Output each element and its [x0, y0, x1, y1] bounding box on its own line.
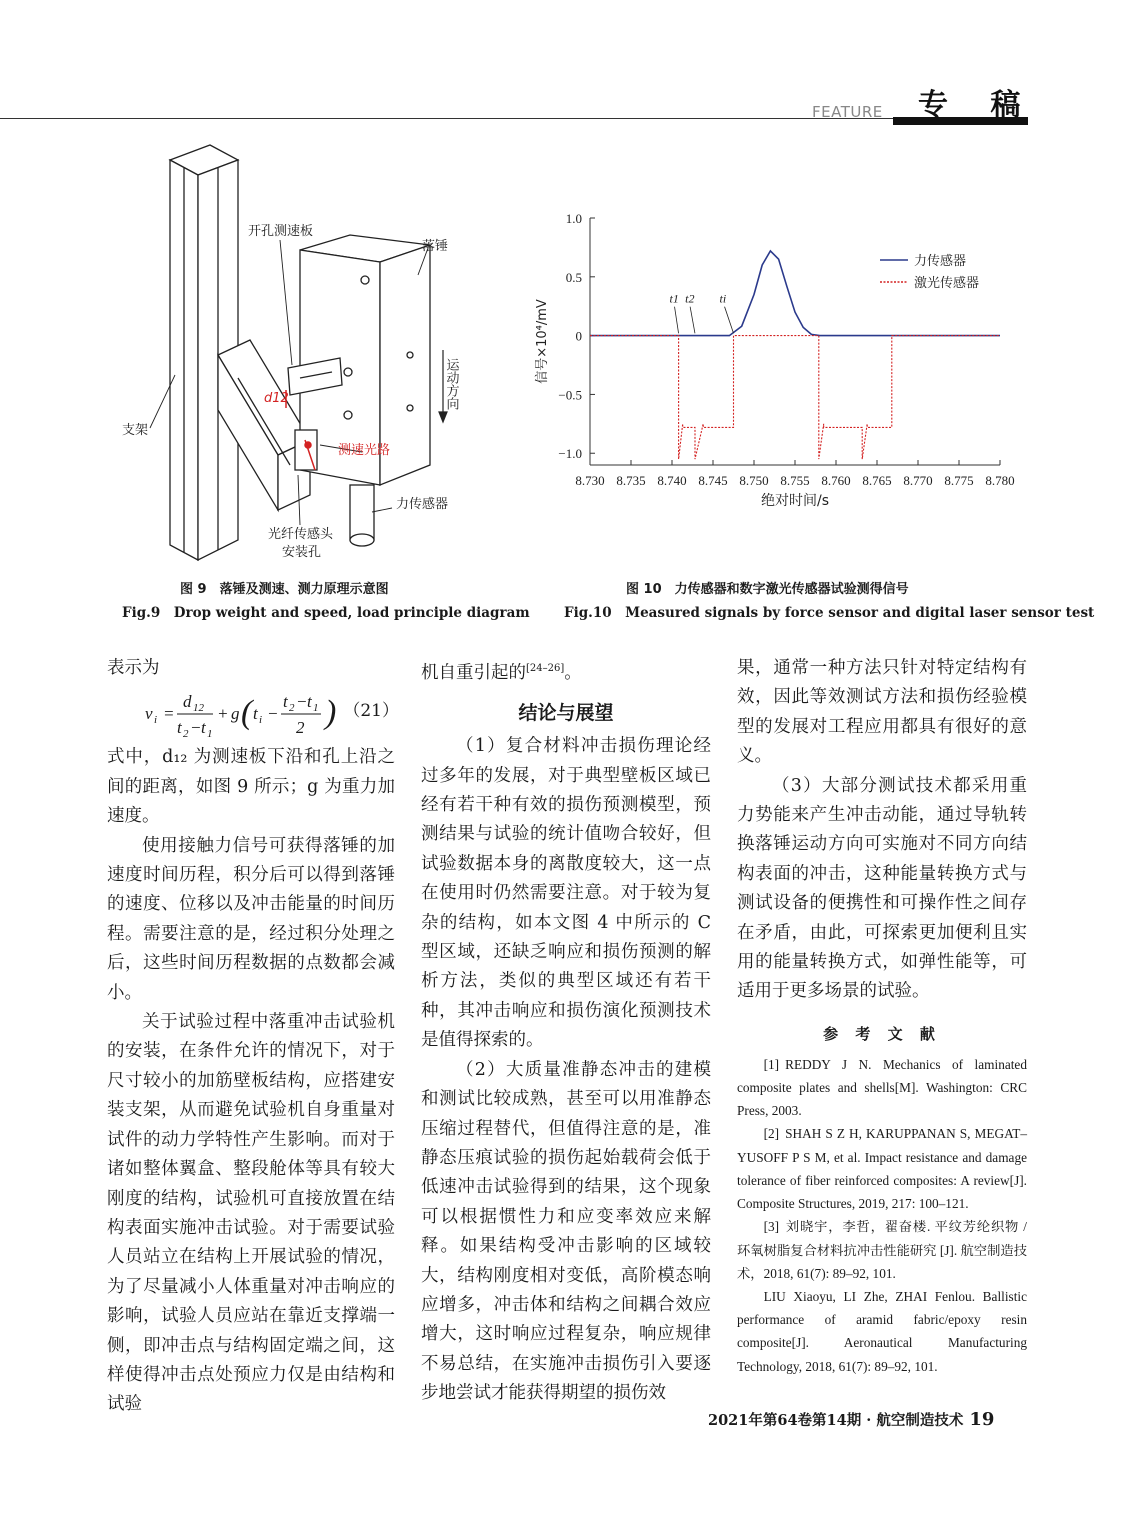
page-footer — [708, 1409, 994, 1430]
col1-para-3: 关于试验过程中落重冲击试验机的安装，在条件允许的情况下，对于尺寸较小的加筋壁板结构，应搭建安装支架，从而避免试验机自身重量对试件的动力学特性产生影响。而对于诸如整体翼盒、整段舱体等具有较大刚度的结构，试验机可直接放置在结构表面实施冲击试验。对于需要试验人员站立在结构上开展试验的情况，为了尽量减小人体重量对冲击响应的影响，试验人员应站在靠近支撑端一侧，即冲击点与结构固定端之间，这样使得冲击点处预应力仅是由结构和试验 — [107, 1012, 395, 1415]
svg-text:t: t — [283, 692, 288, 712]
body-column-1 — [107, 654, 399, 1420]
chart-x-tick-label: 8.750 — [739, 473, 769, 488]
svg-text:−: − — [190, 718, 202, 738]
chart-y-tick-label: 0.5 — [565, 269, 582, 285]
reference-2-text: SHAH S Z H, KARUPPANAN S, MEGAT–YUSOFF P S M, et al. Impact resistance and damage tolerance of fiber reinforced composites: A review[J]. Composite Structures, 2019, 217: 100–121. — [737, 1126, 1027, 1212]
figure-9-caption-cn: 图 9 落锤及测速、测力原理示意图 — [180, 582, 389, 597]
chart-y-label: 信号×10⁴/mV — [535, 299, 550, 384]
fig9-label-motion: 运动方向 — [443, 358, 459, 410]
col3-para-0: 果，通常一种方法只针对特定结构有效，因此等效测试方法和损伤经验模型的发展对工程应用都具有很好的意义。 — [737, 658, 1027, 767]
svg-text:): ) — [325, 694, 337, 732]
svg-text:g: g — [231, 704, 240, 724]
reference-1 — [737, 1053, 1027, 1123]
svg-text:t: t — [201, 718, 206, 738]
svg-text:2: 2 — [289, 702, 295, 715]
equation-21 — [107, 683, 399, 743]
chart-x-tick-label: 8.735 — [616, 473, 646, 488]
col1-para-0: 表示为 — [107, 658, 160, 678]
figure-10-chart — [520, 200, 1030, 540]
chart-x-tick-label: 8.755 — [780, 473, 810, 488]
reference-3-number: [3] — [763, 1219, 780, 1235]
chart-annotations — [670, 292, 734, 334]
chart-x-tick-label: 8.770 — [903, 473, 933, 488]
col2-para-1: （1）复合材料冲击损伤理论经过多年的发展，对于典型壁板区域已经有若干种有效的损伤预测模型，预测结果与试验的统计值吻合较好，但试验数据本身的离散度较大，这一点在使用时仍然需要注意。对于较为复杂的结构，如本文图 4 中所示的 C 型区域，还缺乏响应和损伤预测的解析方法，类似的典型区域还有若干种，其冲击响应和损伤演化预测技术是值得探索的。 — [421, 736, 711, 1051]
svg-text:i: i — [259, 714, 263, 727]
svg-text:t: t — [253, 704, 258, 724]
svg-text:(: ( — [241, 694, 253, 732]
svg-text:12: 12 — [193, 702, 204, 715]
chart-annotation-arrow — [690, 307, 695, 334]
chart-y-tick-label: 1.0 — [565, 211, 582, 226]
figure-10-caption-en: Fig.10 Measured signals by force sensor and digital laser sensor test — [564, 605, 1095, 621]
fig9-label-hammer: 落锤 — [422, 239, 449, 254]
equation-21-number: （21） — [343, 701, 399, 722]
chart-y-tick-label: −0.5 — [558, 387, 582, 403]
fig9-label-force-sensor: 力传感器 — [396, 497, 449, 512]
fig9-label-light-path: 测速光路 — [338, 443, 391, 458]
legend-entry: 激光传感器 — [914, 276, 980, 291]
body-column-3 — [737, 654, 1027, 1378]
chart-x-tick-label: 8.775 — [944, 473, 974, 488]
fig9-label-plate: 开孔测速板 — [248, 224, 314, 239]
col2-para-2: （2）大质量准静态冲击的建模和测试比较成熟，甚至可以用准静态压缩过程替代，但值得注意的是，准静态压痕试验的损伤起始载荷会低于低速冲击试验得到的结果，这个现象可以根据惯性力和应变率效应来解释。如果结构受冲击影响的区域较大，结构刚度相对变低，高阶模态响应增多，冲击体和结构之间耦合效应增大，这时响应过程复杂，响应规律不易总结，在实施冲击损伤引入要逐步地尝试才能获得期望的损伤效 — [421, 1059, 711, 1404]
citation-24-26: [24–26] — [526, 663, 565, 674]
fig9-label-fiber-2: 安装孔 — [282, 545, 322, 560]
reference-3-text: 刘晓宇，李哲，翟奋楼. 平纹芳纶织物 / 环氧树脂复合材料抗冲击性能研究 [J]. 航空制造技术，2018, 61(7): 89–92, 101. — [737, 1219, 1027, 1281]
reference-1-number: [1] — [763, 1056, 780, 1072]
col2-para-0-text: 机自重引起的 — [421, 662, 526, 683]
col3-para-1: （3）大部分测试技术都采用重力势能来产生冲击动能，通过导轨转换落锤运动方向可实施对不同方向结构表面的冲击，这种能量转换方式与测试设备的便携性和可操作性之间存在矛盾，由此，可探索更加便利且实用的能量转换方式，如弹性能等，可适用于更多场景的试验。 — [737, 775, 1027, 1002]
legend-entry: 力传感器 — [914, 254, 967, 269]
chart-annotation-ti: ti — [719, 291, 727, 306]
chart-y-tick-label: −1.0 — [558, 446, 582, 462]
svg-text:1: 1 — [207, 728, 213, 741]
chart-annotation-arrow — [725, 307, 734, 334]
svg-text:1: 1 — [313, 702, 319, 715]
chart-x-tick-label: 8.730 — [575, 473, 605, 488]
reference-1-text: REDDY J N. Mechanics of laminated composite plates and shells[M]. Washington: CRC Press, 2003. — [737, 1056, 1027, 1119]
svg-text:2: 2 — [296, 718, 305, 738]
reference-3 — [737, 1215, 1027, 1285]
chart-x-tick-label: 8.745 — [698, 473, 728, 488]
svg-text:d: d — [183, 692, 192, 712]
figure-10-caption-cn: 图 10 力传感器和数字激光传感器试验测得信号 — [626, 582, 909, 597]
chart-x-tick-label: 8.780 — [985, 473, 1015, 488]
reference-2-number: [2] — [763, 1126, 780, 1142]
reference-3-english: LIU Xiaoyu, LI Zhe, ZHAI Fenlou. Ballistic performance of aramid fabric/epoxy resin composite[J]. Aeronautical Manufacturing Technology, 2018, 61(7): 89–92, 101. — [737, 1288, 1027, 1374]
col2-para-0 — [421, 654, 711, 688]
fig9-label-fiber-1: 光纤传感头 — [268, 527, 334, 542]
header-section-title: 专 稿 — [918, 88, 1037, 123]
svg-text:i: i — [154, 714, 158, 727]
chart-annotation-arrow — [675, 307, 679, 334]
chart-x-tick-label: 8.740 — [657, 473, 687, 488]
chart-y-tick-label: 0 — [575, 328, 582, 344]
chart-annotation-t2: t2 — [685, 291, 695, 306]
chart-x-tick-label: 8.760 — [821, 473, 851, 488]
series-laser-sensor — [590, 336, 1000, 460]
svg-text:+: + — [217, 704, 229, 724]
figure-9-diagram — [110, 140, 480, 570]
col1-para-2: 使用接触力信号可获得落锤的加速度时间历程，积分后可以得到落锤的速度、位移以及冲击能量的时间历程。需要注意的是，经过积分处理之后，这些时间历程数据的点数都会减小。 — [107, 835, 395, 1003]
chart-legend — [880, 253, 979, 291]
svg-text:v: v — [145, 704, 153, 724]
chart-x-tick-label: 8.765 — [862, 473, 892, 488]
svg-text:t: t — [177, 718, 182, 738]
col1-para-1: 式中，d₁₂ 为测速板下沿和孔上沿之间的距离，如图 9 所示；g 为重力加速度。 — [107, 747, 395, 827]
svg-text:t: t — [307, 692, 312, 712]
svg-text:−: − — [267, 704, 279, 724]
page-number: 19 — [969, 1409, 995, 1430]
chart-x-label: 绝对时间/s — [760, 493, 830, 509]
fig9-label-d12: d12 — [264, 391, 289, 406]
figure-9-caption-en: Fig.9 Drop weight and speed, load principle diagram — [122, 605, 530, 621]
chart-annotation-t1: t1 — [669, 291, 679, 306]
footer-journal: 2021年第64卷第14期 · 航空制造技术 — [708, 1412, 964, 1429]
svg-text:2: 2 — [183, 728, 189, 741]
reference-2 — [737, 1122, 1027, 1215]
header-feature-label: FEATURE — [812, 103, 883, 121]
section-heading-conclusion: 结论与展望 — [518, 702, 614, 725]
body-column-2 — [421, 654, 711, 1409]
col2-para-0-end: 。 — [564, 662, 582, 683]
svg-text:−: − — [296, 692, 308, 712]
fig9-label-support: 支架 — [122, 423, 149, 438]
references-heading: 参 考 文 献 — [823, 1024, 941, 1043]
svg-text:=: = — [163, 704, 175, 724]
